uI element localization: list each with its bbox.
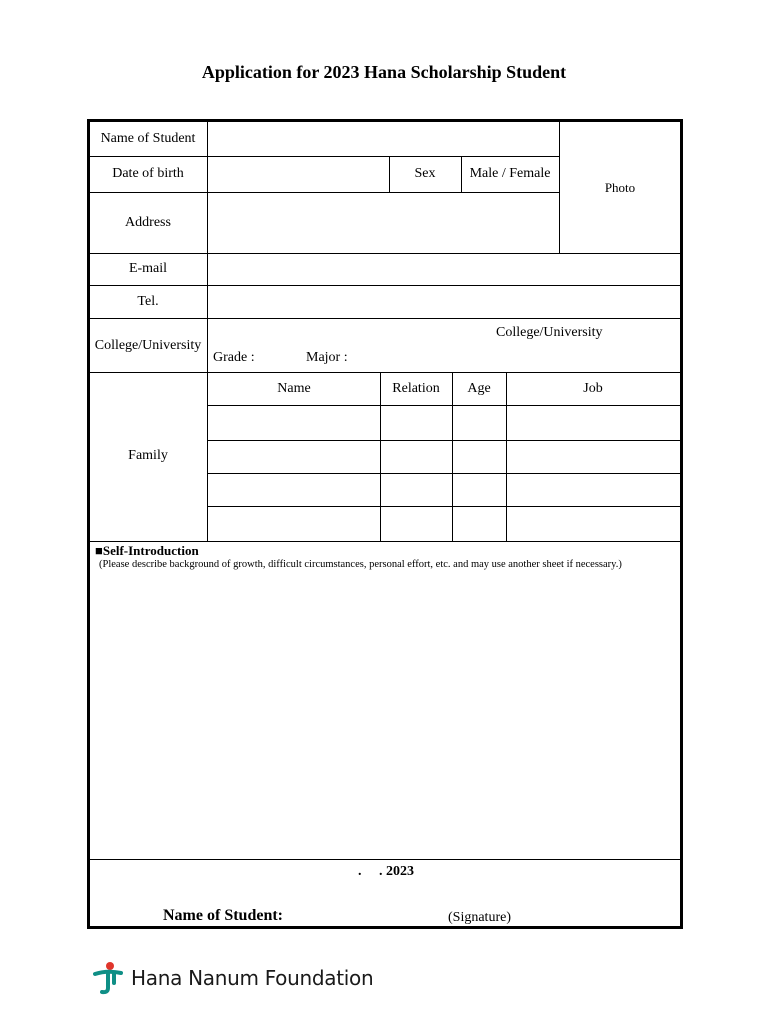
- label-sex: Sex: [414, 166, 436, 181]
- label-photo: Photo: [604, 180, 636, 195]
- label-college: College/University: [94, 338, 202, 353]
- name-of-student-field[interactable]: [208, 122, 559, 156]
- family-row-3-relation[interactable]: [381, 474, 452, 506]
- college-field[interactable]: [208, 319, 680, 372]
- label-name-of-student: Name of Student: [100, 131, 196, 146]
- date-of-birth-field[interactable]: [208, 157, 389, 192]
- self-introduction-title: ■Self-Introduction: [95, 543, 199, 558]
- row-divider: [90, 541, 680, 542]
- row-divider: [90, 372, 680, 373]
- photo-box[interactable]: [560, 122, 680, 253]
- self-introduction-field[interactable]: [90, 577, 680, 859]
- family-header-job: Job: [583, 381, 603, 396]
- col-divider: [389, 156, 390, 192]
- row-divider: [90, 859, 680, 860]
- family-row-2-job[interactable]: [507, 441, 680, 473]
- label-family: Family: [128, 448, 168, 463]
- family-row-3-job[interactable]: [507, 474, 680, 506]
- signature-name-field[interactable]: [300, 890, 440, 924]
- family-row-1-job[interactable]: [507, 406, 680, 440]
- application-date: . . 2023: [358, 864, 414, 879]
- family-row-4-name[interactable]: [208, 507, 380, 541]
- label-date-of-birth: Date of birth: [112, 166, 184, 181]
- signature-label: (Signature): [448, 910, 511, 925]
- foundation-name: Hana Nanum Foundation: [131, 966, 374, 990]
- tel-field[interactable]: [208, 286, 680, 318]
- family-row-1-name[interactable]: [208, 406, 380, 440]
- self-introduction-note: (Please describe background of growth, difficult circumstances, personal effort, etc. and may use another sheet if necessary.): [99, 559, 622, 570]
- row-divider: [90, 156, 207, 157]
- family-row-4-relation[interactable]: [381, 507, 452, 541]
- family-row-3-age[interactable]: [453, 474, 506, 506]
- label-grade: Grade :: [213, 350, 255, 365]
- label-address: Address: [125, 215, 171, 230]
- col-divider: [461, 156, 462, 192]
- college-suffix: College/University: [496, 325, 603, 340]
- sex-options[interactable]: Male / Female: [469, 166, 551, 181]
- family-row-1-age[interactable]: [453, 406, 506, 440]
- family-row-2-relation[interactable]: [381, 441, 452, 473]
- family-header-name: Name: [277, 381, 311, 396]
- hana-person-icon: [93, 961, 125, 995]
- family-header-relation: Relation: [392, 381, 440, 396]
- family-row-3-name[interactable]: [208, 474, 380, 506]
- address-field[interactable]: [208, 193, 559, 253]
- page-title: Application for 2023 Hana Scholarship Student: [201, 62, 567, 82]
- label-major: Major :: [306, 350, 348, 365]
- email-field[interactable]: [208, 254, 680, 285]
- family-row-2-age[interactable]: [453, 441, 506, 473]
- family-row-4-age[interactable]: [453, 507, 506, 541]
- signature-name-label: Name of Student:: [163, 907, 283, 924]
- label-email: E-mail: [128, 261, 168, 276]
- family-row-1-relation[interactable]: [381, 406, 452, 440]
- label-tel: Tel.: [137, 294, 159, 309]
- family-row-4-job[interactable]: [507, 507, 680, 541]
- family-row-2-name[interactable]: [208, 441, 380, 473]
- hana-nanum-logo: [93, 961, 373, 995]
- family-header-age: Age: [467, 381, 491, 396]
- application-form: [87, 119, 683, 929]
